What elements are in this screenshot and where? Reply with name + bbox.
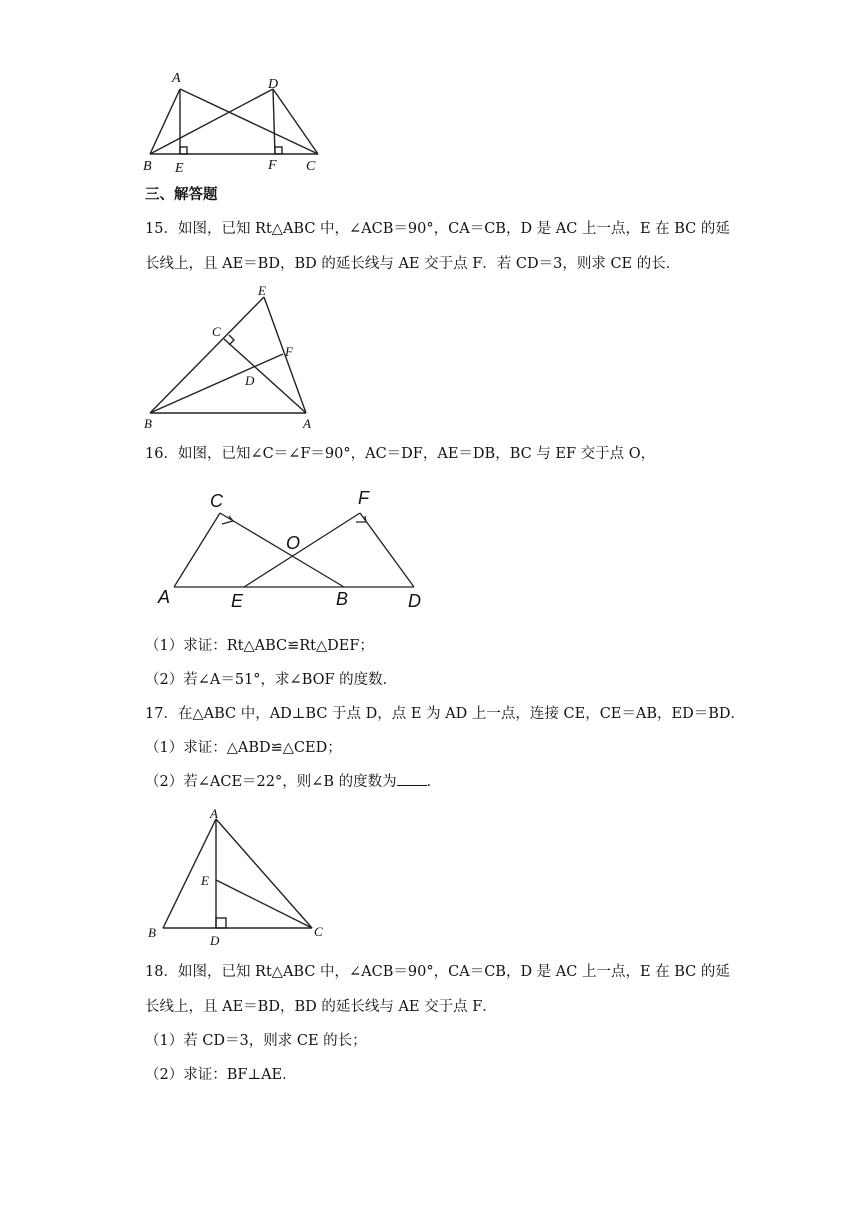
q17-part2-end: ． <box>426 774 442 790</box>
fig17-label-c: C <box>314 924 323 939</box>
fig15-label-d: D <box>245 373 255 388</box>
fig15-label-c: C <box>212 324 221 339</box>
section-heading: 三、解答题 <box>145 186 218 203</box>
fig17-label-a: A <box>210 806 218 821</box>
fig17-label-b: B <box>148 925 156 940</box>
fig16-label-f: F <box>358 488 369 508</box>
q18-part2: （2）求证：BF⊥AE． <box>145 1067 297 1083</box>
q16-part1: （1）求证：Rt△ABC≌Rt△DEF； <box>145 638 374 654</box>
fig16-label-b: B <box>336 589 349 609</box>
fig17-label-d: D <box>210 933 220 948</box>
q15-text-line2: 长线上，且 AE＝BD，BD 的延长线与 AE 交于点 F．若 CD＝3，则求 CE 的长． <box>145 256 681 272</box>
q18-text-line1: 18．如图，已知 Rt△ABC 中，∠ACB＝90°，CA＝CB，D 是 AC 上一点，E 在 BC 的延 <box>145 964 730 980</box>
fig16-label-e: E <box>231 591 244 611</box>
fig16-label-d: D <box>408 591 421 611</box>
q15-text-line1: 15．如图，已知 Rt△ABC 中，∠ACB＝90°，CA＝CB，D 是 AC 上一点，E 在 BC 的延 <box>145 221 730 237</box>
fig16-label-a: A <box>158 587 171 607</box>
q18-text-line2: 长线上，且 AE＝BD，BD 的延长线与 AE 交于点 F． <box>145 999 497 1015</box>
fig14-label-a: A <box>172 71 181 86</box>
fig16-label-o: O <box>286 533 301 553</box>
fig15-label-b: B <box>144 416 152 431</box>
fig17-label-e: E <box>201 873 209 888</box>
q18-part1: （1）若 CD＝3，则求 CE 的长； <box>145 1033 367 1049</box>
fig14-label-e: E <box>175 161 184 176</box>
q16-text-line1: 16．如图，已知∠C＝∠F＝90°，AC＝DF，AE＝DB，BC 与 EF 交于点 O， <box>145 446 656 462</box>
fig15-label-a: A <box>303 416 311 431</box>
fig14-label-f: F <box>268 158 277 173</box>
fig16-label-c: C <box>210 491 223 511</box>
q17-part1: （1）求证：△ABD≌△CED； <box>145 740 342 756</box>
fig14-label-d: D <box>268 77 279 92</box>
q16-part2: （2）若∠A＝51°，求∠BOF 的度数． <box>145 672 398 688</box>
fig14-label-c: C <box>306 159 316 174</box>
q17-part2-text: （2）若∠ACE＝22°，则∠B 的度数为 <box>145 774 397 790</box>
fig15-label-e: E <box>258 283 266 298</box>
q17-text-line1: 17．在△ABC 中，AD⊥BC 于点 D，点 E 为 AD 上一点，连接 CE，CE＝AB，ED＝BD． <box>145 706 745 722</box>
fig14-label-b: B <box>143 159 152 174</box>
fig15-label-f: F <box>285 344 293 359</box>
